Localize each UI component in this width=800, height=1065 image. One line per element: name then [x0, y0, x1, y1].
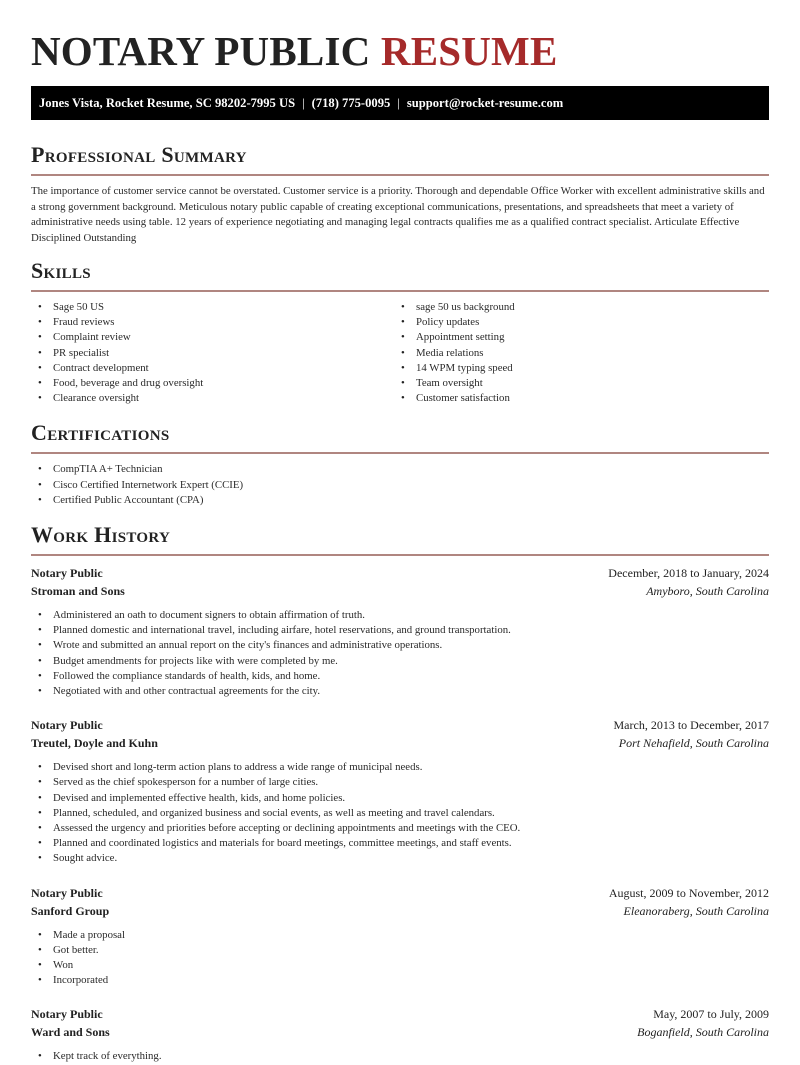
skills-column-right: [394, 300, 757, 406]
section-divider: [31, 290, 769, 292]
work-history-section: [31, 522, 769, 1065]
job-bullet: • Budget amendments for projects like with were completed by me.: [31, 654, 769, 669]
job-dates: May, 2007 to July, 2009: [653, 1007, 769, 1022]
certification-item: • Certified Public Accountant (CPA): [31, 493, 769, 508]
job-bullet: • Made a proposal: [31, 928, 769, 943]
job-header-row: [31, 716, 769, 734]
job-entry: [31, 1005, 769, 1064]
job-bullet: • Incorporated: [31, 973, 769, 988]
title-main: NOTARY PUBLIC: [31, 28, 371, 74]
skill-item: • Contract development: [31, 361, 394, 376]
summary-text: The importance of customer service cannot be overstated. Customer service is a priority. Thorough and dependable Office Worker with excellent administrative skills and a strong government background. Meticulous notary public capable of creating exceptional communications, presentations, and spreadsheets that meet a variety of administrative needs using table. 12 years of experience negotiating and managing legal contracts qualifies me as a qualified contract specialist. Articulate Effective Disciplined Outstanding: [31, 185, 765, 244]
job-company: Treutel, Doyle and Kuhn: [31, 736, 158, 751]
job-title: Notary Public: [31, 718, 103, 733]
skill-item: • Fraud reviews: [31, 315, 394, 330]
job-bullet: • Kept track of everything.: [31, 1049, 769, 1064]
job-header-row: [31, 1005, 769, 1023]
job-title: Notary Public: [31, 566, 103, 581]
resume-title: [31, 0, 769, 74]
job-bullet: • Negotiated with and other contractual agreements for the city.: [31, 684, 769, 699]
skill-item: • PR specialist: [31, 346, 394, 361]
job-bullet: • Planned, scheduled, and organized business and social events, as well as meeting and travel calendars.: [31, 806, 769, 821]
skills-grid: [31, 300, 769, 406]
job-bullet: • Administered an oath to document signers to obtain affirmation of truth.: [31, 608, 769, 623]
job-company: Sanford Group: [31, 903, 110, 918]
section-heading-skills: Skills: [31, 258, 91, 283]
job-location: Amyboro, South Carolina: [646, 584, 769, 599]
job-company-row: [31, 582, 769, 600]
certifications-list: [31, 462, 769, 508]
job-dates: December, 2018 to January, 2024: [608, 566, 769, 581]
job-company-row: [31, 902, 769, 920]
section-heading-certifications: Certifications: [31, 420, 170, 446]
contact-separator: |: [302, 96, 305, 110]
certification-item: • CompTIA A+ Technician: [31, 462, 769, 477]
contact-bar: [31, 86, 769, 120]
job-entry: [31, 716, 769, 866]
contact-separator: |: [397, 96, 400, 110]
skill-item: • Media relations: [394, 346, 757, 361]
job-bullet: • Assessed the urgency and priorities before accepting or declining appointments and meetings with the CEO.: [31, 821, 769, 836]
job-bullet: • Devised short and long-term action plans to address a wide range of municipal needs.: [31, 760, 769, 775]
job-bullet-list: [31, 1049, 769, 1064]
job-dates: August, 2009 to November, 2012: [608, 885, 769, 900]
job-company-row: [31, 734, 769, 752]
skills-column-left: [31, 300, 394, 406]
section-divider: [31, 554, 769, 556]
job-company: Ward and Sons: [31, 1025, 110, 1040]
skill-item: • Clearance oversight: [31, 391, 394, 406]
job-location: Boganfield, South Carolina: [637, 1025, 769, 1040]
job-bullet: • Planned domestic and international travel, including airfare, hotel reservations, and ground transportation.: [31, 623, 769, 638]
job-bullet: • Sought advice.: [31, 851, 769, 866]
job-bullet: • Followed the compliance standards of health, kids, and home.: [31, 669, 769, 684]
skill-item: • Sage 50 US: [31, 300, 394, 315]
skill-item: • Customer satisfaction: [394, 391, 757, 406]
skill-item: • Food, beverage and drug oversight: [31, 376, 394, 391]
job-location: Port Nehafield, South Carolina: [618, 736, 769, 751]
job-header-row: [31, 884, 769, 902]
job-bullet-list: [31, 928, 769, 989]
job-bullet: • Planned and coordinated logistics and materials for board meetings, committee meetings, and staff events.: [31, 836, 769, 851]
job-dates: March, 2013 to December, 2017: [613, 718, 769, 733]
skill-item: • sage 50 us background: [394, 300, 757, 315]
section-divider: [31, 174, 769, 176]
skill-item: • Policy updates: [394, 315, 757, 330]
skills-section: [31, 258, 769, 406]
skill-item: • Appointment setting: [394, 330, 757, 345]
job-title: Notary Public: [31, 1007, 103, 1022]
job-location: Eleanoraberg, South Carolina: [623, 903, 769, 918]
skill-item: • Complaint review: [31, 330, 394, 345]
job-bullet: • Won: [31, 958, 769, 973]
skill-item: • 14 WPM typing speed: [394, 361, 757, 376]
section-heading-summary: Professional Summary: [31, 142, 247, 167]
job-company: Stroman and Sons: [31, 584, 125, 599]
job-bullet: • Devised and implemented effective health, kids, and home policies.: [31, 791, 769, 806]
job-company-row: [31, 1023, 769, 1041]
job-bullet-list: [31, 760, 769, 866]
job-bullet-list: [31, 608, 769, 699]
contact-email: support@rocket-resume.com: [406, 96, 564, 110]
section-heading-work-history: Work History: [31, 522, 171, 548]
job-bullet: • Served as the chief spokesperson for a number of large cities.: [31, 775, 769, 790]
job-entry: [31, 884, 769, 989]
summary-section: [31, 142, 769, 246]
job-bullet: • Wrote and submitted an annual report on the city's finances and administrative operations.: [31, 638, 769, 653]
job-entry: [31, 564, 769, 699]
skill-item: • Team oversight: [394, 376, 757, 391]
certification-item: • Cisco Certified Internetwork Expert (CCIE): [31, 478, 769, 493]
job-bullet: • Got better.: [31, 943, 769, 958]
job-title: Notary Public: [31, 885, 103, 900]
job-header-row: [31, 564, 769, 582]
contact-address: Jones Vista, Rocket Resume, SC 98202-7995 US: [39, 96, 296, 110]
section-divider: [31, 452, 769, 454]
contact-phone: (718) 775-0095: [311, 96, 391, 110]
title-accent: RESUME: [380, 28, 558, 74]
certifications-section: [31, 420, 769, 508]
